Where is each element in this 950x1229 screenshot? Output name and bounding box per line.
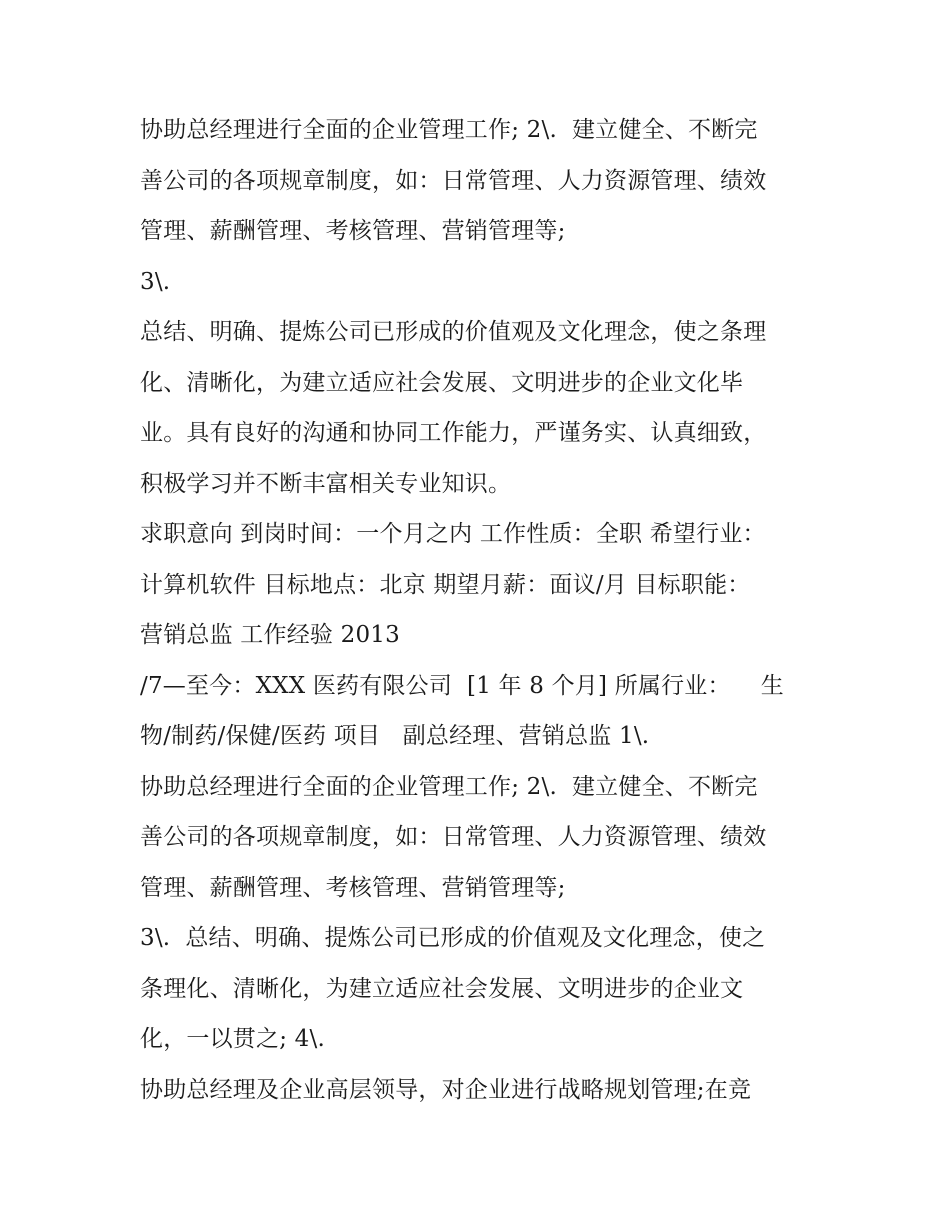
text-line: 协助总经理进行全面的企业管理工作; 2\. 建立健全、不断完 (140, 773, 758, 800)
text-line: 管理、薪酬管理、考核管理、营销管理等; (140, 874, 566, 901)
text-line: 化、清晰化，为建立适应社会发展、文明进步的企业文化毕 (140, 369, 744, 396)
text-line: 营销总监 工作经验 2013 (140, 622, 400, 648)
text-line: 3\. (140, 268, 171, 295)
text-line: 计算机软件 目标地点：北京 期望月薪：面议/月 目标职能： (140, 571, 751, 598)
text-line: 求职意向 到岗时间：一个月之内 工作性质：全职 希望行业： (140, 521, 766, 547)
text-line: 条理化、清晰化，为建立适应社会发展、文明进步的企业文 (140, 975, 744, 1002)
text-line: 业。具有良好的沟通和协同工作能力，严谨务实、认真细致， (140, 420, 767, 446)
text-line: 3\. 总结、明确、提炼公司已形成的价值观及文化理念，使之 (140, 925, 766, 951)
text-line: 物/制药/保健/医药 项目 副总经理、营销总监 1\. (140, 723, 650, 749)
text-line: 善公司的各项规章制度，如：日常管理、人力资源管理、绩效 (140, 167, 767, 194)
text-line: 化，一以贯之; 4\. (140, 1026, 325, 1052)
text-line: 善公司的各项规章制度，如：日常管理、人力资源管理、绩效 (140, 824, 767, 850)
text-line: 积极学习并不断丰富相关专业知识。 (140, 470, 512, 497)
text-line: 管理、薪酬管理、考核管理、营销管理等; (140, 218, 566, 244)
document-body (140, 105, 820, 1115)
text-line: /7—至今：XXX 医药有限公司 [1 年 8 个月] 所属行业： 生 (140, 672, 784, 699)
text-line: 总结、明确、提炼公司已形成的价值观及文化理念，使之条理 (140, 319, 767, 345)
text-line: 协助总经理及企业高层领导，对企业进行战略规划管理;在竞 (140, 1076, 752, 1103)
text-line: 协助总经理进行全面的企业管理工作; 2\. 建立健全、不断完 (140, 117, 758, 143)
